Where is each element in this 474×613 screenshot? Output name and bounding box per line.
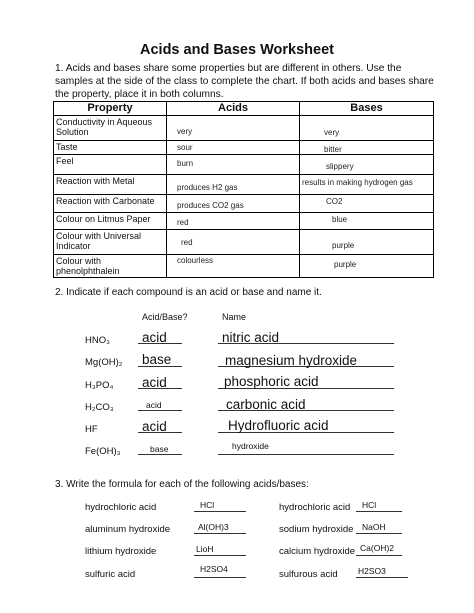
acid-cell: [167, 230, 300, 255]
base-cell: [300, 141, 434, 155]
base-answer: blue: [332, 215, 348, 224]
acid-base-name: calcium hydroxide: [279, 546, 356, 557]
property-cell: Reaction with Metal: [54, 175, 167, 195]
answer-line: [194, 555, 246, 556]
table-row: [54, 116, 434, 141]
base-cell: [300, 213, 434, 230]
column-acid-base: Acid/Base?: [142, 312, 188, 322]
answer-line: [194, 577, 246, 578]
base-answer: purple: [334, 260, 357, 269]
acid-answer: colourless: [177, 256, 214, 265]
acid-base-answer: acid: [142, 375, 167, 390]
compound-formula: H₃PO₄: [85, 380, 114, 391]
table-row: [54, 255, 434, 278]
answer-line: [194, 511, 246, 512]
acid-base-answer: base: [142, 352, 172, 367]
base-answer: very: [324, 128, 340, 137]
compound-formula: HF: [85, 424, 98, 435]
table-row: [54, 230, 434, 255]
acid-answer: red: [177, 218, 189, 227]
property-cell: Colour with Universal Indicator: [54, 230, 167, 255]
header-property: Property: [54, 102, 167, 116]
base-answer: results in making hydrogen gas: [302, 178, 413, 187]
formula-answer: H2SO4: [200, 564, 228, 574]
worksheet-title: Acids and Bases Worksheet: [140, 42, 334, 58]
acid-cell: [167, 255, 300, 278]
base-cell: [300, 175, 434, 195]
acid-cell: [167, 155, 300, 175]
property-cell: Feel: [54, 155, 167, 175]
base-answer: CO2: [326, 197, 343, 206]
acid-cell: [167, 141, 300, 155]
compound-name-answer: nitric acid: [222, 330, 280, 345]
acid-base-answer: acid: [142, 330, 167, 345]
formula-answer: Ca(OH)2: [360, 543, 395, 553]
base-cell: [300, 255, 434, 278]
acid-answer: produces CO2 gas: [177, 201, 244, 210]
compound-name-answer: Hydrofluoric acid: [228, 418, 329, 433]
acid-base-name: sulfurous acid: [279, 569, 338, 580]
header-bases: Bases: [300, 102, 434, 116]
acid-base-answer: acid: [142, 419, 167, 434]
base-cell: [300, 155, 434, 175]
table-row: [54, 141, 434, 155]
compound-name-answer: hydroxide: [232, 441, 269, 451]
answer-line: [138, 454, 182, 455]
column-name: Name: [222, 312, 247, 322]
compound-name-answer: carbonic acid: [226, 397, 306, 412]
acid-base-name: sodium hydroxide: [279, 524, 354, 535]
acid-base-answer: acid: [146, 400, 162, 410]
base-answer: purple: [332, 241, 355, 250]
base-cell: [300, 195, 434, 213]
acid-answer: sour: [177, 143, 193, 152]
answer-line: [138, 410, 182, 411]
answer-line: [218, 454, 394, 455]
compound-formula: Mg(OH)₂: [85, 357, 123, 368]
property-cell: Conductivity in Aqueous Solution: [54, 116, 167, 141]
properties-table: [53, 101, 434, 278]
property-cell: Taste: [54, 141, 167, 155]
compound-name-answer: phosphoric acid: [224, 374, 319, 389]
base-answer: slippery: [326, 162, 354, 171]
acid-cell: [167, 116, 300, 141]
answer-line: [356, 555, 402, 556]
formula-answer: LioH: [196, 544, 214, 554]
table-row: [54, 195, 434, 213]
answer-line: [356, 577, 408, 578]
acid-base-name: aluminum hydroxide: [85, 524, 171, 535]
acid-answer: very: [177, 127, 193, 136]
table-header-row: [54, 102, 434, 116]
compound-formula: HNO₃: [85, 335, 110, 346]
acid-answer: burn: [177, 159, 194, 168]
acid-base-name: hydrochloric acid: [85, 502, 157, 513]
answer-line: [356, 511, 402, 512]
acid-base-answer: base: [150, 444, 169, 454]
base-cell: [300, 116, 434, 141]
acid-cell: [167, 175, 300, 195]
acid-cell: [167, 213, 300, 230]
formula-answer: NaOH: [362, 522, 386, 532]
base-cell: [300, 230, 434, 255]
compound-name-answer: magnesium hydroxide: [225, 353, 358, 368]
table-row: [54, 175, 434, 195]
question-2-prompt: 2. Indicate if each compound is an acid or base and name it.: [55, 287, 322, 298]
acid-base-name: hydrochloric acid: [279, 502, 351, 513]
formula-answer: Al(OH)3: [198, 522, 229, 532]
answer-line: [356, 533, 402, 534]
property-cell: Colour with phenolphthalein: [54, 255, 167, 278]
answer-line: [194, 533, 246, 534]
compound-formula: Fe(OH)₃: [85, 446, 121, 457]
property-cell: Reaction with Carbonate: [54, 195, 167, 213]
table-row: [54, 155, 434, 175]
base-answer: bitter: [324, 145, 342, 154]
formula-answer: HCl: [362, 500, 377, 510]
table-row: [54, 213, 434, 230]
acid-cell: [167, 195, 300, 213]
question-1-intro: 1. Acids and bases share some properties but are different in others. Use the samples at the side of the class to complete the chart. If both acids and bases share the property, place it in both columns.: [55, 63, 434, 100]
header-acids: Acids: [167, 102, 300, 116]
question-3-prompt: 3. Write the formula for each of the following acids/bases:: [55, 479, 309, 490]
property-cell: Colour on Litmus Paper: [54, 213, 167, 230]
formula-answer: HCl: [200, 500, 215, 510]
acid-base-name: sulfuric acid: [85, 569, 136, 580]
acid-base-name: lithium hydroxide: [85, 546, 157, 557]
acid-answer: produces H2 gas: [177, 183, 238, 192]
acid-answer: red: [181, 238, 193, 247]
formula-answer: H2SO3: [358, 566, 386, 576]
compound-formula: H₂CO₃: [85, 402, 114, 413]
